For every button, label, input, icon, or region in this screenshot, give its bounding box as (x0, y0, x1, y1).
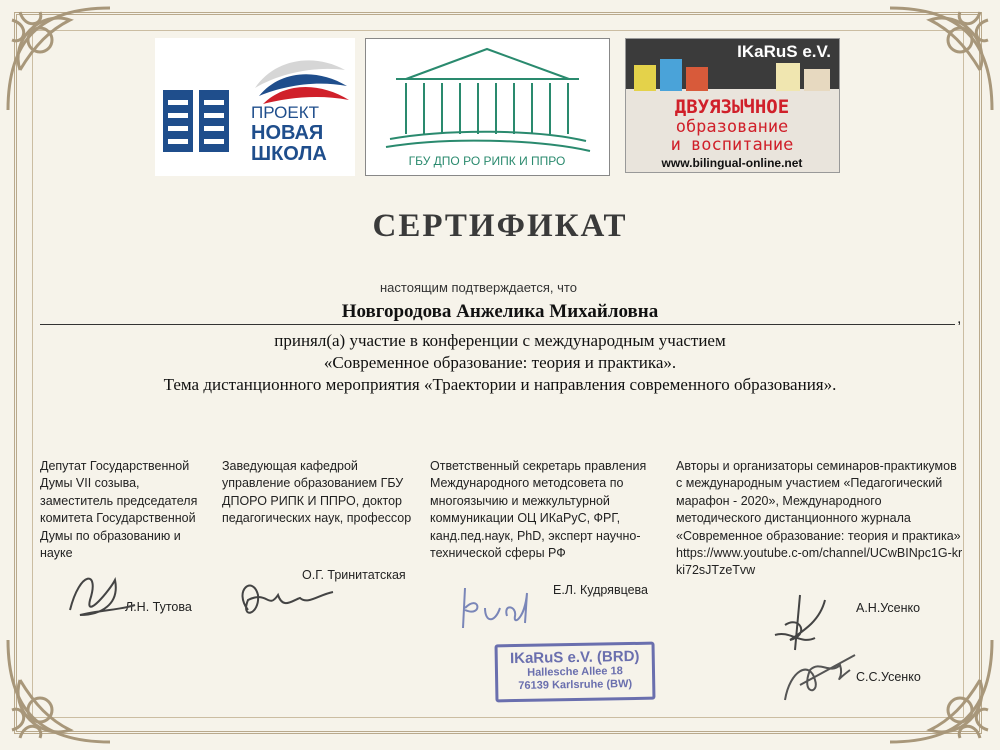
name-comma: , (957, 310, 962, 327)
signature-trinitatskaya (228, 570, 338, 630)
signatory-4-title (676, 458, 966, 580)
signature-kudryavtseva (455, 578, 545, 633)
recipient-name: Новгородова Анжелика Михайловна (341, 301, 659, 322)
body-line-2: «Современное образование: теория и практика». (323, 353, 677, 372)
logo-line-3: и воспитание (670, 135, 794, 155)
signatory-4-name: А.Н.Усенко (856, 601, 921, 615)
name-underline (40, 324, 955, 325)
signatory-4-text: Авторы и организаторы семинаров-практикумов с международным участием «Педагогический марафон - 2020», Международного методического дистанционного журнала «Современное образование: теория и практика» (676, 459, 961, 543)
youtube-url: https://www.youtube.c-om/channel/UCwBINpc1G-krki72sJTzeTvw (676, 546, 963, 578)
corner-ornament-bottom-left (0, 630, 120, 750)
logo-new-school (155, 38, 355, 176)
logo-caption: ГБУ ДПО РО РИПК И ППРО (408, 154, 566, 168)
flag-waves-icon (255, 60, 349, 104)
signatory-1-name: Л.Н. Тутова (125, 600, 192, 614)
logo-ikarus (625, 38, 840, 173)
signatory-5-name: С.С.Усенко (856, 670, 921, 684)
subtitle: настоящим подтверждается, что (380, 280, 577, 295)
logo-line-2: образование (675, 117, 789, 137)
corner-ornament-top-left (0, 0, 120, 120)
certificate-title: СЕРТИФИКАТ (372, 208, 628, 244)
corner-ornament-bottom-right (880, 630, 1000, 750)
signature-tutova (60, 560, 140, 630)
building-icon (386, 49, 590, 151)
logo-line-2: НОВАЯ (251, 122, 324, 144)
body-line-1: принял(а) участие в конференции с международным участием (274, 331, 726, 350)
logo-line-1: ДВУЯЗЫЧНОЕ (674, 96, 790, 118)
signatory-2-title: Заведующая кафедрой управление образованием ГБУ ДПОРО РИПК И ППРО, доктор педагогических наук, профессор (222, 459, 412, 526)
logo-header: IKaRuS e.V. (737, 42, 831, 61)
signatory-1-title: Депутат Государственной Думы VII созыва, заместитель председателя комитета Государственной Думы по образованию и науке (40, 459, 198, 561)
stamp-line-2: Hallesche Allee 18 (527, 665, 623, 679)
signatory-3-title: Ответственный секретарь правления Международного методсовета по многоязычию и межкультурной коммуникации ОЦ ИКаРуС, ФРГ, канд.пед.наук, PhD, эксперт научно-технической сферы РФ (430, 459, 647, 561)
signatory-2-name: О.Г. Тринитатская (302, 568, 406, 582)
stamp-line-1: IKaRuS e.V. (BRD) (509, 647, 640, 668)
book-icon (163, 90, 229, 152)
corner-ornament-top-right (880, 0, 1000, 120)
signatory-3-name: Е.Л. Кудрявцева (553, 583, 649, 597)
logo-url: www.bilingual-online.net (661, 156, 803, 170)
organization-stamp (495, 642, 656, 703)
signature-usenko-2 (770, 640, 860, 710)
logo-ripk (365, 38, 610, 176)
logo-line-1: ПРОЕКТ (251, 103, 320, 122)
body-line-3: Тема дистанционного мероприятия «Траектории и направления современного образования». (163, 375, 837, 394)
logo-line-3: ШКОЛА (251, 143, 327, 165)
stamp-line-3: 76139 Karlsruhe (BW) (518, 678, 633, 692)
